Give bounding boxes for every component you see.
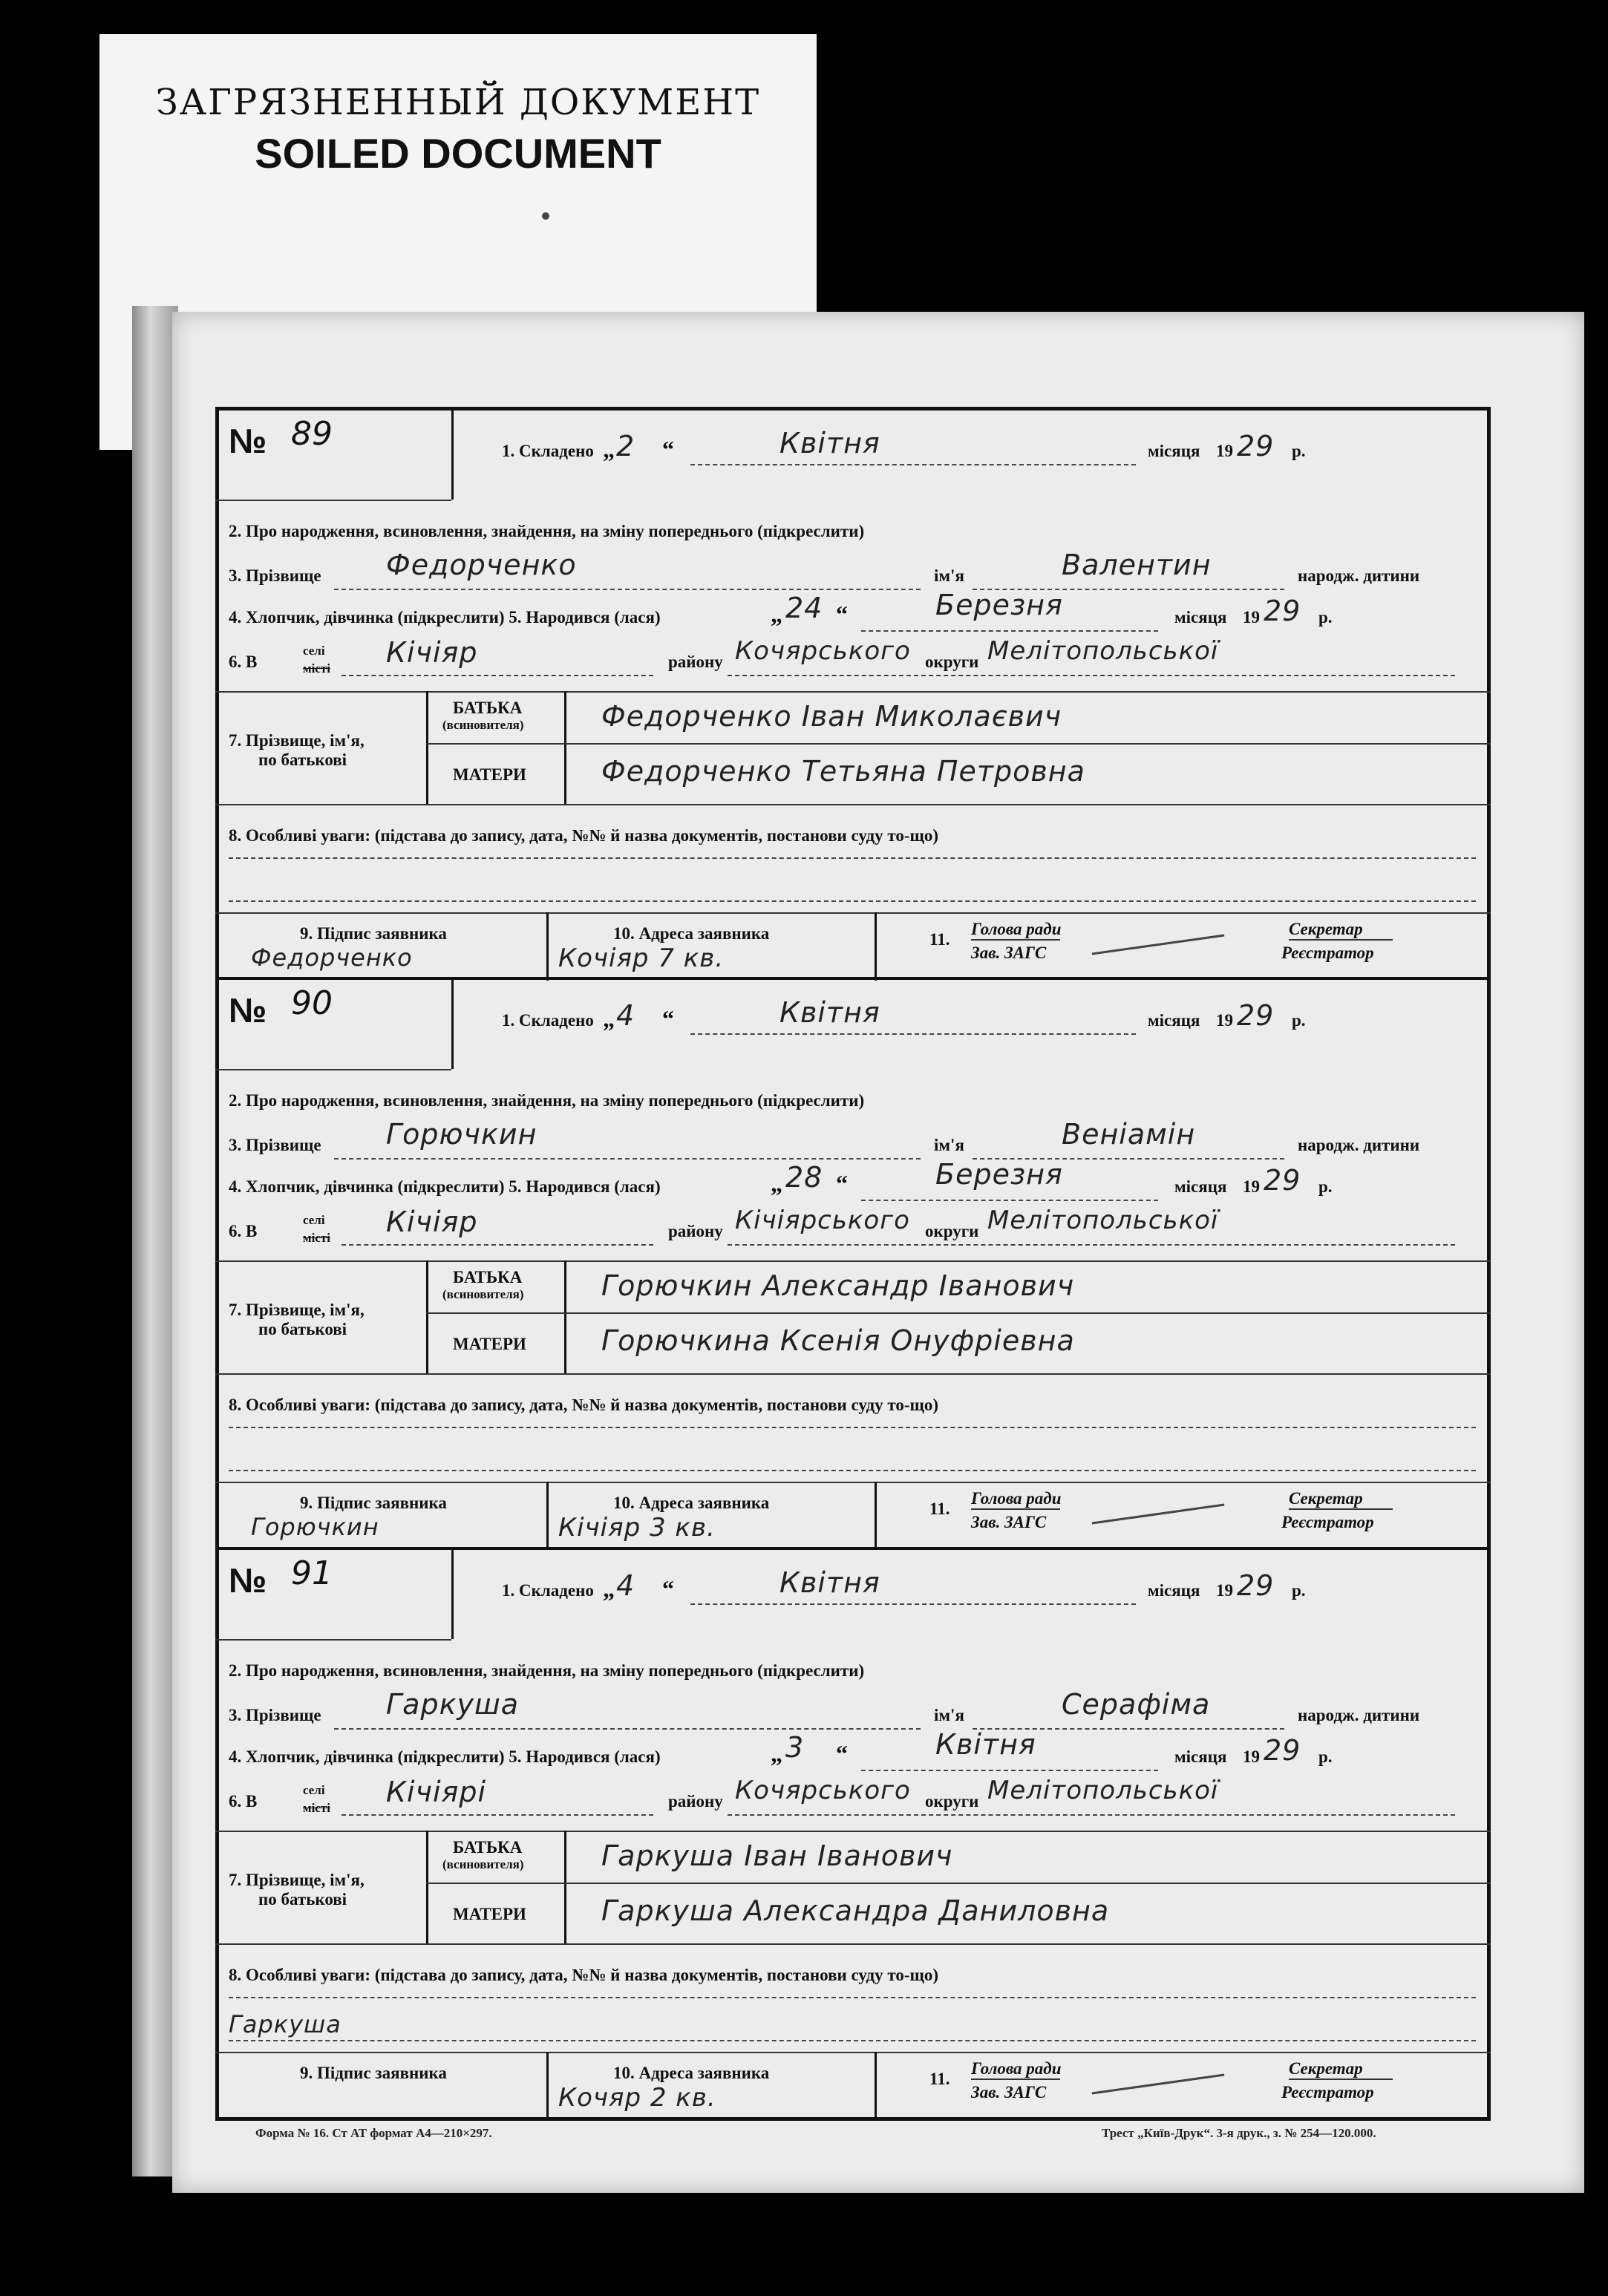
record-left-border <box>215 1550 219 2120</box>
head-underline <box>971 1508 1060 1510</box>
parents-top-line <box>215 691 1491 693</box>
birth-year: 29 <box>1264 1734 1301 1767</box>
footer-form-code: Форма № 16. Ст АТ формат А4—210×297. <box>255 2126 492 2140</box>
sig-divider-1 <box>546 1482 549 1550</box>
parents-label: 7. Прізвище, ім'я, <box>229 1871 365 1889</box>
applicant-sig-label: 9. Підпис заявника <box>300 1494 447 1512</box>
village-line <box>341 1814 653 1816</box>
child-given-name: Серафіма <box>1062 1688 1211 1721</box>
father-name: Федорченко Іван Миколаєвич <box>601 700 1062 733</box>
birth-month: Квітня <box>935 1728 1036 1761</box>
parents-top-line <box>215 1831 1491 1832</box>
quote-mark: „ <box>603 1575 615 1602</box>
birth-day: 28 <box>785 1161 823 1194</box>
surname-label: 3. Прізвище <box>229 1136 321 1154</box>
mother-name: Гаркуша Александра Даниловна <box>601 1894 1110 1927</box>
parents-divider-1 <box>426 691 428 804</box>
adopter-label: (всиновителя) <box>442 1857 524 1871</box>
compiled-day: 4 <box>616 1569 635 1602</box>
birth-record-91 <box>215 1547 1491 2120</box>
compiled-month: Квітня <box>780 427 880 459</box>
footer-printer: Трест „Київ-Друк“. 3-я друк., з. № 254—120.000. <box>1102 2126 1376 2140</box>
head-label: Голова ради <box>971 1489 1062 1508</box>
birth-okrug: Мелітопольської <box>987 636 1219 666</box>
name-label: ім'я <box>934 1136 964 1154</box>
village-line <box>341 1244 653 1246</box>
item11-label: 11. <box>929 2070 950 2088</box>
applicant-sig-label: 9. Підпис заявника <box>300 924 447 943</box>
birth-okrug: Мелітопольської <box>987 1206 1219 1235</box>
okrug-label: округи <box>925 1222 979 1240</box>
year-prefix: 19 <box>1216 1011 1233 1030</box>
parents-label-2: по батькові <box>258 750 347 769</box>
parents-label: 7. Прізвище, ім'я, <box>229 1301 365 1319</box>
district-label: району <box>668 1792 723 1811</box>
quote-mark: “ <box>662 1575 674 1602</box>
parents-label-2: по батькові <box>258 1320 347 1338</box>
secretary-label: Секретар <box>1289 920 1363 938</box>
record-number: 90 <box>291 984 333 1022</box>
quote-mark: “ <box>836 1170 848 1197</box>
item2-text: 2. Про народження, всиновлення, знайдення, на зміну попереднього (підкреслити) <box>229 1091 865 1110</box>
father-bottom-line <box>426 1883 1491 1884</box>
applicant-address-label: 10. Адреса заявника <box>613 2064 770 2082</box>
birth-year: 29 <box>1264 595 1301 627</box>
year-suffix: р. <box>1292 1581 1306 1600</box>
place-label: 6. В <box>229 653 258 671</box>
birth-month-word: місяця <box>1174 608 1227 627</box>
sig-divider-1 <box>546 2052 549 2120</box>
sig-divider-2 <box>875 1482 877 1550</box>
number-box-bottom <box>215 500 451 501</box>
father-label: БАТЬКА <box>453 1838 523 1857</box>
year-suffix: р. <box>1292 442 1306 460</box>
record-right-border <box>1487 1550 1491 2120</box>
birth-record-89 <box>215 407 1491 981</box>
label-english: SOILED DOCUMENT <box>255 130 661 177</box>
mother-label: МАТЕРИ <box>453 1335 526 1353</box>
birth-year-suffix: р. <box>1318 1177 1333 1196</box>
birth-month-line <box>861 630 1158 632</box>
town-label: місті <box>303 1231 330 1245</box>
sig-divider-2 <box>875 2052 877 2120</box>
quote-mark: „ <box>603 436 615 462</box>
gender-born-label: 4. Хлопчик, дівчинка (підкреслити) 5. Народився (лася) <box>229 1747 661 1766</box>
surname-line <box>334 1728 921 1730</box>
okrug-label: округи <box>925 653 979 671</box>
applicant-address: Кічіяр 3 кв. <box>558 1513 716 1543</box>
compiled-day: 4 <box>616 999 635 1032</box>
compiled-month-line <box>690 464 1136 465</box>
compiled-label: 1. Складено <box>502 1011 594 1030</box>
birth-day: 24 <box>785 592 823 624</box>
gender-born-label: 4. Хлопчик, дівчинка (підкреслити) 5. Народився (лася) <box>229 1177 661 1196</box>
gender-born-label: 4. Хлопчик, дівчинка (підкреслити) 5. Народився (лася) <box>229 608 661 627</box>
number-box-divider <box>451 980 454 1069</box>
birth-village: Кічіяр <box>386 1206 478 1238</box>
parents-divider-2 <box>564 1831 566 1943</box>
record-number: 89 <box>291 415 333 453</box>
birth-month-word: місяця <box>1174 1747 1227 1766</box>
parents-divider-1 <box>426 1831 428 1943</box>
birth-year-prefix: 19 <box>1243 1177 1260 1196</box>
father-label: БАТЬКА <box>453 699 523 717</box>
notes-top-line <box>215 1373 1491 1375</box>
notes-label: 8. Особливі уваги: (підстава до запису, дата, №№ й назва документів, постанови суду то-що) <box>229 1396 939 1414</box>
notes-line-1 <box>229 1427 1476 1428</box>
month-word: місяця <box>1148 1011 1200 1030</box>
birth-month-word: місяця <box>1174 1177 1227 1196</box>
name-label: ім'я <box>934 566 964 585</box>
birth-year: 29 <box>1264 1164 1301 1197</box>
secretary-underline <box>1289 939 1393 941</box>
birth-month-line <box>861 1200 1158 1201</box>
notes-value: Гаркуша <box>229 2010 341 2038</box>
number-box-divider <box>451 411 454 500</box>
month-word: місяця <box>1148 1581 1200 1600</box>
record-left-border <box>215 411 219 981</box>
birth-child-label: народж. дитини <box>1298 1136 1420 1154</box>
zags-label: Зав. ЗАГС <box>971 943 1047 962</box>
quote-mark: „ <box>771 601 782 627</box>
parents-divider-2 <box>564 691 566 804</box>
notes-line-2 <box>229 900 1476 902</box>
birth-register-form <box>215 407 1491 2117</box>
applicant-address-label: 10. Адреса заявника <box>613 924 770 943</box>
year-suffix: р. <box>1292 1011 1306 1030</box>
village-line <box>341 675 653 676</box>
record-number: 91 <box>291 1554 333 1592</box>
parents-label: 7. Прізвище, ім'я, <box>229 731 365 750</box>
sig-divider-1 <box>546 912 549 981</box>
village-label: селі <box>303 644 325 658</box>
birth-district: Кочярського <box>735 636 911 666</box>
birth-record-90 <box>215 977 1491 1550</box>
registrar-label: Реєстратор <box>1281 2083 1374 2102</box>
compiled-month-line <box>690 1603 1136 1605</box>
birth-year-suffix: р. <box>1318 608 1333 627</box>
official-signature <box>1092 934 1225 955</box>
compiled-label: 1. Складено <box>502 442 594 460</box>
district-label: району <box>668 1222 723 1240</box>
notes-top-line <box>215 804 1491 805</box>
notes-line-1 <box>229 857 1476 859</box>
notes-line-1 <box>229 1997 1476 1998</box>
father-name: Горючкин Александр Іванович <box>601 1269 1075 1302</box>
child-surname: Горючкин <box>386 1118 537 1151</box>
zags-label: Зав. ЗАГС <box>971 2083 1047 2102</box>
compiled-year: 29 <box>1237 999 1275 1032</box>
notes-line-2 <box>229 1470 1476 1471</box>
item2-text: 2. Про народження, всиновлення, знайдення, на зміну попереднього (підкреслити) <box>229 1661 865 1680</box>
name-label: ім'я <box>934 1706 964 1724</box>
compiled-year: 29 <box>1237 430 1275 462</box>
number-box-bottom <box>215 1639 451 1641</box>
signatures-top-line <box>215 2052 1491 2053</box>
record-number-sign: № <box>229 422 267 460</box>
quote-mark: “ <box>836 1740 848 1767</box>
signatures-top-line <box>215 912 1491 914</box>
head-label: Голова ради <box>971 2059 1062 2078</box>
applicant-signature: Федорченко <box>251 943 413 972</box>
applicant-signature: Горючкин <box>251 1513 379 1541</box>
father-bottom-line <box>426 1312 1491 1314</box>
town-label: місті <box>303 1801 330 1815</box>
father-bottom-line <box>426 743 1491 745</box>
village-label: селі <box>303 1213 325 1227</box>
compiled-month: Квітня <box>780 1566 880 1599</box>
father-label: БАТЬКА <box>453 1268 523 1286</box>
secretary-underline <box>1289 1508 1393 1510</box>
registrar-label: Реєстратор <box>1281 1513 1374 1531</box>
village-label: селі <box>303 1783 325 1797</box>
item2-text: 2. Про народження, всиновлення, знайдення, на зміну попереднього (підкреслити) <box>229 522 865 540</box>
signatures-top-line <box>215 1482 1491 1483</box>
district-line <box>728 1814 1455 1816</box>
birth-day: 3 <box>785 1731 805 1764</box>
child-surname: Гаркуша <box>386 1688 520 1721</box>
registrar-label: Реєстратор <box>1281 943 1374 962</box>
surname-label: 3. Прізвище <box>229 566 321 585</box>
year-prefix: 19 <box>1216 1581 1233 1600</box>
month-word: місяця <box>1148 442 1200 460</box>
label-punch-mark <box>542 212 549 220</box>
year-prefix: 19 <box>1216 442 1233 460</box>
surname-line <box>334 1158 921 1160</box>
birth-child-label: народж. дитини <box>1298 566 1420 585</box>
secretary-label: Секретар <box>1289 1489 1363 1508</box>
birth-okrug: Мелітопольської <box>987 1776 1219 1805</box>
head-underline <box>971 2078 1060 2080</box>
birth-year-suffix: р. <box>1318 1747 1333 1766</box>
record-right-border <box>1487 980 1491 1550</box>
record-right-border <box>1487 411 1491 981</box>
birth-month: Березня <box>935 1158 1063 1191</box>
birth-child-label: народж. дитини <box>1298 1706 1420 1724</box>
okrug-label: округи <box>925 1792 979 1811</box>
head-label: Голова ради <box>971 920 1062 938</box>
adopter-label: (всиновителя) <box>442 1287 524 1301</box>
child-given-name: Веніамін <box>1062 1118 1196 1151</box>
record-number-sign: № <box>229 991 267 1030</box>
notes-label: 8. Особливі уваги: (підстава до запису, дата, №№ й назва документів, постанови суду то-що) <box>229 1966 939 1984</box>
compiled-label: 1. Складено <box>502 1581 594 1600</box>
birth-village: Кічіяр <box>386 636 478 669</box>
compiled-month-line <box>690 1033 1136 1035</box>
sig-divider-2 <box>875 912 877 981</box>
child-given-name: Валентин <box>1062 549 1212 581</box>
zags-label: Зав. ЗАГС <box>971 1513 1047 1531</box>
item11-label: 11. <box>929 1499 950 1518</box>
register-spine <box>132 306 178 2176</box>
number-box-divider <box>451 1550 454 1639</box>
quote-mark: „ <box>771 1170 782 1197</box>
quote-mark: “ <box>662 436 674 462</box>
mother-name: Горючкина Ксенія Онуфріевна <box>601 1324 1075 1357</box>
official-signature <box>1092 2073 1225 2094</box>
quote-mark: “ <box>662 1005 674 1032</box>
record-number-sign: № <box>229 1561 267 1600</box>
parents-divider-2 <box>564 1260 566 1373</box>
parents-top-line <box>215 1260 1491 1262</box>
head-underline <box>971 939 1060 941</box>
notes-line-2 <box>229 2040 1476 2041</box>
place-label: 6. В <box>229 1792 258 1811</box>
parents-label-2: по батькові <box>258 1890 347 1909</box>
secretary-label: Секретар <box>1289 2059 1363 2078</box>
birth-month-line <box>861 1770 1158 1771</box>
official-signature <box>1092 1503 1225 1524</box>
applicant-address: Кочіяр 7 кв. <box>558 943 725 973</box>
notes-top-line <box>215 1943 1491 1945</box>
district-label: району <box>668 653 723 671</box>
secretary-underline <box>1289 2078 1393 2080</box>
surname-label: 3. Прізвище <box>229 1706 321 1724</box>
applicant-address: Кочяр 2 кв. <box>558 2083 716 2113</box>
child-surname: Федорченко <box>386 549 577 581</box>
town-label: місті <box>303 661 330 676</box>
quote-mark: „ <box>603 1005 615 1032</box>
mother-label: МАТЕРИ <box>453 765 526 784</box>
item11-label: 11. <box>929 930 950 949</box>
form-bottom-border <box>215 2117 1491 2121</box>
register-page <box>172 312 1584 2193</box>
mother-name: Федорченко Тетьяна Петровна <box>601 755 1085 788</box>
quote-mark: „ <box>771 1740 782 1767</box>
applicant-sig-label: 9. Підпис заявника <box>300 2064 447 2082</box>
compiled-day: 2 <box>616 430 635 462</box>
birth-month: Березня <box>935 589 1063 621</box>
applicant-address-label: 10. Адреса заявника <box>613 1494 770 1512</box>
father-name: Гаркуша Іван Іванович <box>601 1839 953 1872</box>
mother-label: МАТЕРИ <box>453 1905 526 1923</box>
compiled-month: Квітня <box>780 996 880 1029</box>
birth-year-prefix: 19 <box>1243 608 1260 627</box>
label-russian: ЗАГРЯЗНЕННЫЙ ДОКУМЕНТ <box>155 82 761 123</box>
record-left-border <box>215 980 219 1550</box>
birth-district: Кічіярського <box>735 1206 910 1235</box>
district-line <box>728 1244 1455 1246</box>
birth-year-prefix: 19 <box>1243 1747 1260 1766</box>
parents-divider-1 <box>426 1260 428 1373</box>
district-line <box>728 675 1455 676</box>
number-box-bottom <box>215 1069 451 1070</box>
place-label: 6. В <box>229 1222 258 1240</box>
compiled-year: 29 <box>1237 1569 1275 1602</box>
notes-label: 8. Особливі уваги: (підстава до запису, дата, №№ й назва документів, постанови суду то-що) <box>229 826 939 845</box>
birth-district: Кочярського <box>735 1776 911 1805</box>
adopter-label: (всиновителя) <box>442 718 524 732</box>
surname-line <box>334 589 921 590</box>
quote-mark: “ <box>836 601 848 627</box>
birth-village: Кічіярі <box>386 1776 487 1808</box>
